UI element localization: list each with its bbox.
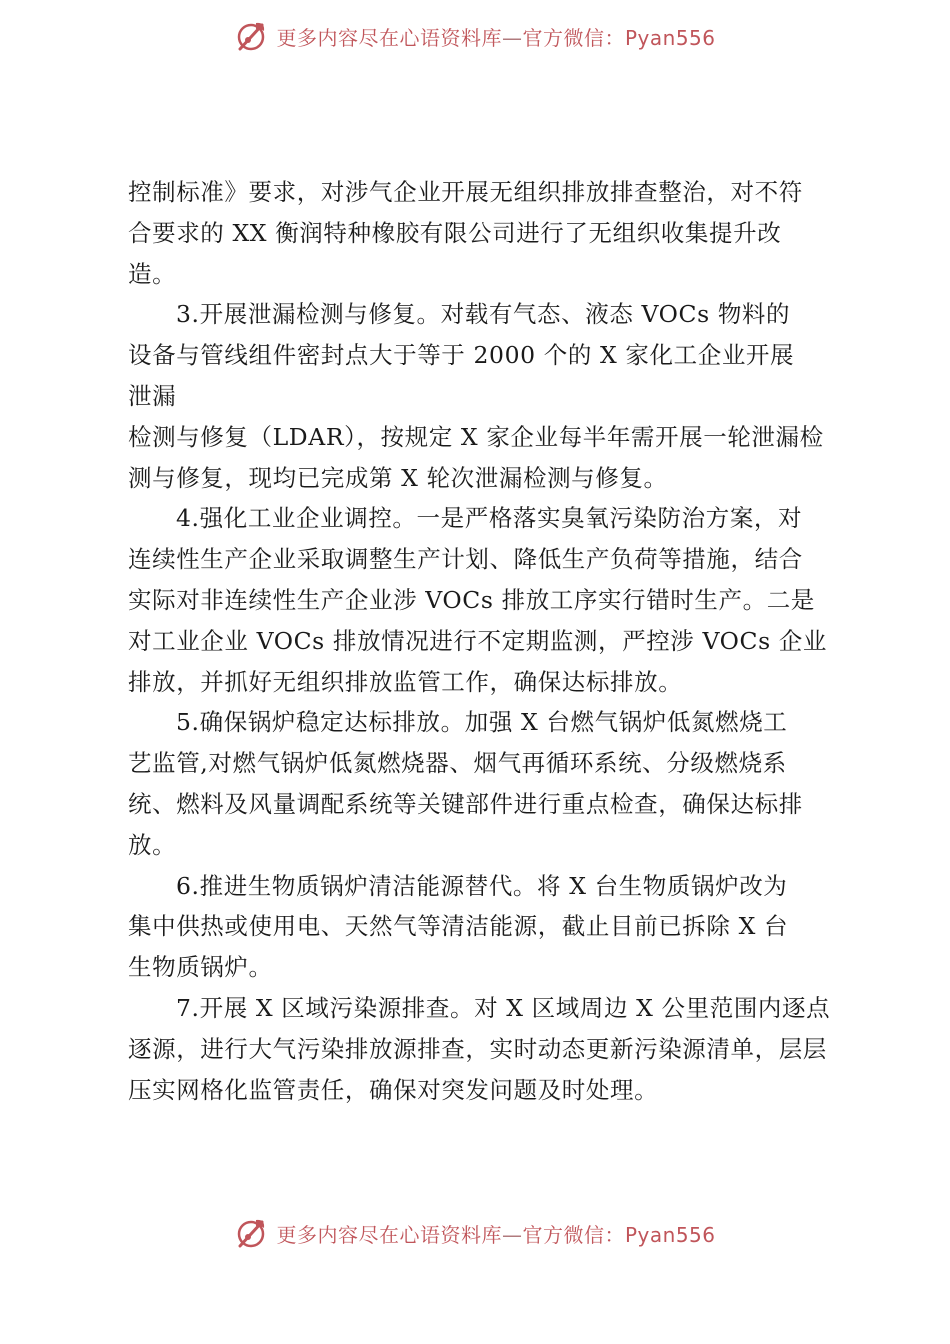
text-line: 控制标准》要求，对涉气企业开展无组织排放排查整治，对不符 (128, 178, 803, 206)
text-line: 艺监管,对燃气锅炉低氮燃烧器、烟气再循环系统、分级燃烧系 (128, 749, 787, 778)
text-line: 造。 (128, 259, 177, 288)
watermark-handle: Pyan556 (624, 1222, 716, 1247)
footer-watermark (0, 1211, 950, 1255)
text-line: 7.开展 X 区域污染源排查。对 X 区域周边 X 公里范围内逐点 (176, 993, 831, 1022)
text-line: 生物质锅炉。 (128, 953, 273, 982)
watermark-handle: Pyan556 (624, 25, 716, 50)
text-line: 检测与修复（LDAR），按规定 X 家企业每半年需开展一轮泄漏检 (128, 422, 824, 451)
header-watermark (0, 14, 950, 58)
text-line: 排放，并抓好无组织排放监管工作，确保达标排放。 (128, 667, 683, 696)
text-line: 实际对非连续性生产企业涉 VOCs 排放工序实行错时生产。二是 (128, 585, 815, 614)
text-line: 6.推进生物质锅炉清洁能源替代。将 X 台生物质锅炉改为 (176, 871, 788, 900)
quill-logo-icon (234, 1216, 268, 1250)
watermark-text (276, 22, 715, 51)
watermark-official: 官方微信： (522, 25, 625, 50)
text-line: 压实网格化监管责任，确保对突发问题及时处理。 (128, 1075, 659, 1104)
text-line: 放。 (128, 830, 177, 859)
text-line: 3.开展泄漏检测与修复。对载有气态、液态 VOCs 物料的 (176, 300, 791, 329)
watermark-official: 官方微信： (522, 1222, 625, 1247)
text-line: 合要求的 XX 衡润特种橡胶有限公司进行了无组织收集提升改 (128, 218, 782, 247)
text-line: 4.强化工业企业调控。一是严格落实臭氧污染防治方案，对 (176, 504, 803, 533)
watermark-brand: 更多内容尽在心语资料库 (276, 1222, 502, 1247)
text-line: 5.确保锅炉稳定达标排放。加强 X 台燃气锅炉低氮燃烧工 (176, 708, 788, 737)
text-line: 逐源，进行大气污染排放源排查，实时动态更新污染源清单，层层 (128, 1034, 827, 1063)
text-line: 对工业企业 VOCs 排放情况进行不定期监测，严控涉 VOCs 企业 (128, 626, 828, 655)
text-line: 泄漏 (128, 381, 177, 410)
text-line: 统、燃料及风量调配系统等关键部件进行重点检查，确保达标排 (128, 789, 803, 818)
text-line: 连续性生产企业采取调整生产计划、降低生产负荷等措施，结合 (128, 545, 803, 574)
text-line: 集中供热或使用电、天然气等清洁能源，截止目前已拆除 X 台 (128, 912, 789, 941)
watermark-brand: 更多内容尽在心语资料库 (276, 25, 502, 50)
watermark-dash: — (501, 1222, 523, 1247)
text-line: 设备与管线组件密封点大于等于 2000 个的 X 家化工企业开展 (128, 341, 795, 370)
text-line: 测与修复，现均已完成第 X 轮次泄漏检测与修复。 (128, 463, 668, 492)
watermark-text (276, 1219, 715, 1248)
watermark-dash: — (501, 25, 523, 50)
document-body (128, 172, 844, 1110)
quill-logo-icon (234, 19, 268, 53)
